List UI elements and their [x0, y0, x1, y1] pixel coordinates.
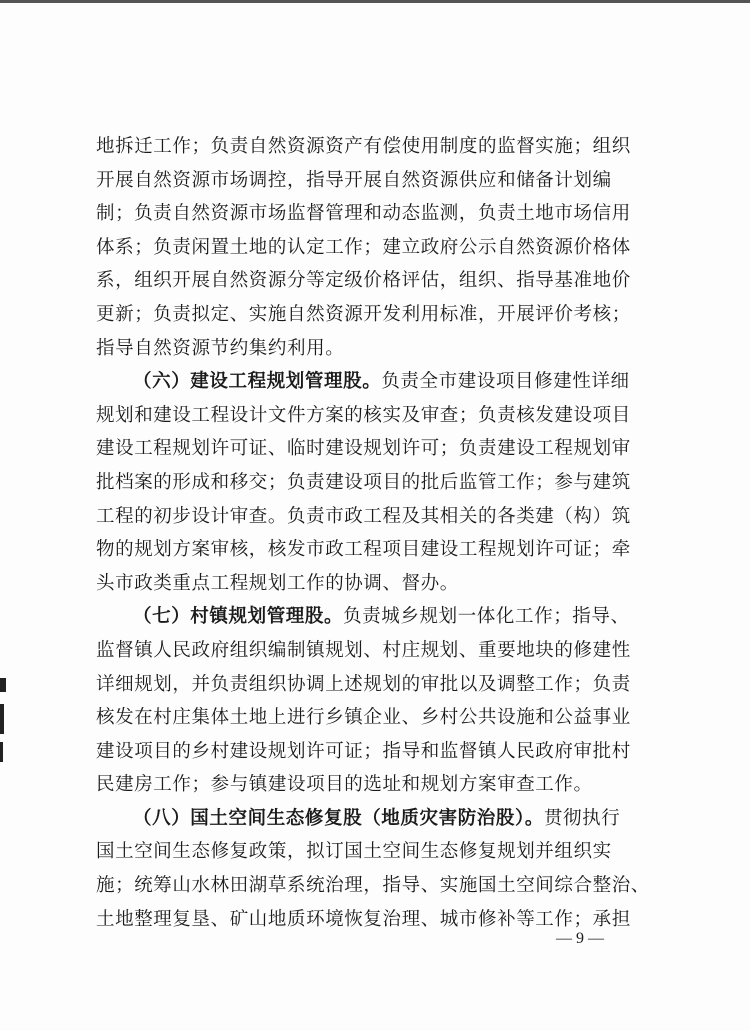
- section-eight-first-line: [96, 802, 636, 836]
- section-seven-heading: （七）村镇规划管理股。: [133, 606, 344, 628]
- scan-binding-mark: [0, 678, 6, 692]
- paragraph-line: 指导自然资源节约集约利用。: [96, 337, 345, 359]
- section-six-first-line: [96, 365, 636, 399]
- paragraph-line: 批档案的形成和移交；负责建设项目的批后监管工作；参与建筑: [96, 471, 631, 493]
- paragraph-line: 施；统筹山水林田湖草系统治理，指导、实施国土空间综合整治、: [96, 875, 650, 897]
- body-text: [96, 130, 650, 936]
- paragraph-line: 制；负责自然资源市场监督管理和动态监测，负责土地市场信用: [96, 203, 631, 225]
- paragraph-line: 规划和建设工程设计文件方案的核实及审查；负责核发建设项目: [96, 404, 631, 426]
- paragraph-line: 更新；负责拟定、实施自然资源开发利用标准，开展评价考核；: [96, 303, 631, 325]
- scan-binding-mark: [0, 742, 3, 762]
- paragraph-line: 体系；负责闲置土地的认定工作；建立政府公示自然资源价格体: [96, 236, 631, 258]
- paragraph-line: 物的规划方案审核，核发市政工程项目建设工程规划许可证；牵: [96, 539, 631, 561]
- paragraph-line: 头市政类重点工程规划工作的协调、督办。: [96, 572, 459, 594]
- paragraph-line: 国土空间生态修复政策，拟订国土空间生态修复规划并组织实: [96, 841, 612, 863]
- paragraph-line: 开展自然资源市场调控，指导开展自然资源供应和储备计划编: [96, 169, 612, 191]
- section-seven-first-line: [96, 600, 636, 634]
- section-six-text: 负责全市建设项目修建性详细: [381, 371, 630, 393]
- page-number: — 9 —: [556, 930, 604, 947]
- paragraph-line: 系，组织开展自然资源分等定级价格评估，组织、指导基准地价: [96, 270, 631, 292]
- section-seven-text: 负责城乡规划一体化工作；指导、: [343, 606, 630, 628]
- paragraph-line: 建设项目的乡村建设规划许可证；指导和监督镇人民政府审批村: [96, 740, 631, 762]
- section-eight-heading: （八）国土空间生态修复股（地质灾害防治股）。: [133, 807, 544, 829]
- paragraph-line: 监督镇人民政府组织编制镇规划、村庄规划、重要地块的修建性: [96, 639, 631, 661]
- section-six-heading: （六）建设工程规划管理股。: [133, 371, 382, 393]
- paragraph-line: 建设工程规划许可证、临时建设规划许可；负责建设工程规划审: [96, 438, 631, 460]
- paragraph-line: 详细规划，并负责组织协调上述规划的审批以及调整工作；负责: [96, 673, 631, 695]
- scan-binding-mark: [0, 704, 4, 734]
- paragraph-line: 土地整理复垦、矿山地质环境恢复治理、城市修补等工作；承担: [96, 908, 631, 930]
- section-eight-text: 贯彻执行: [543, 807, 621, 829]
- paragraph-line: 地拆迁工作；负责自然资源资产有偿使用制度的监督实施；组织: [96, 136, 631, 157]
- scan-top-edge: [0, 0, 750, 3]
- paragraph-line: 民建房工作；参与镇建设项目的选址和规划方案审查工作。: [96, 774, 593, 796]
- paragraph-line: 工程的初步设计审查。负责市政工程及其相关的各类建（构）筑: [96, 505, 631, 527]
- paragraph-line: 核发在村庄集体土地上进行乡镇企业、乡村公共设施和公益事业: [96, 707, 631, 729]
